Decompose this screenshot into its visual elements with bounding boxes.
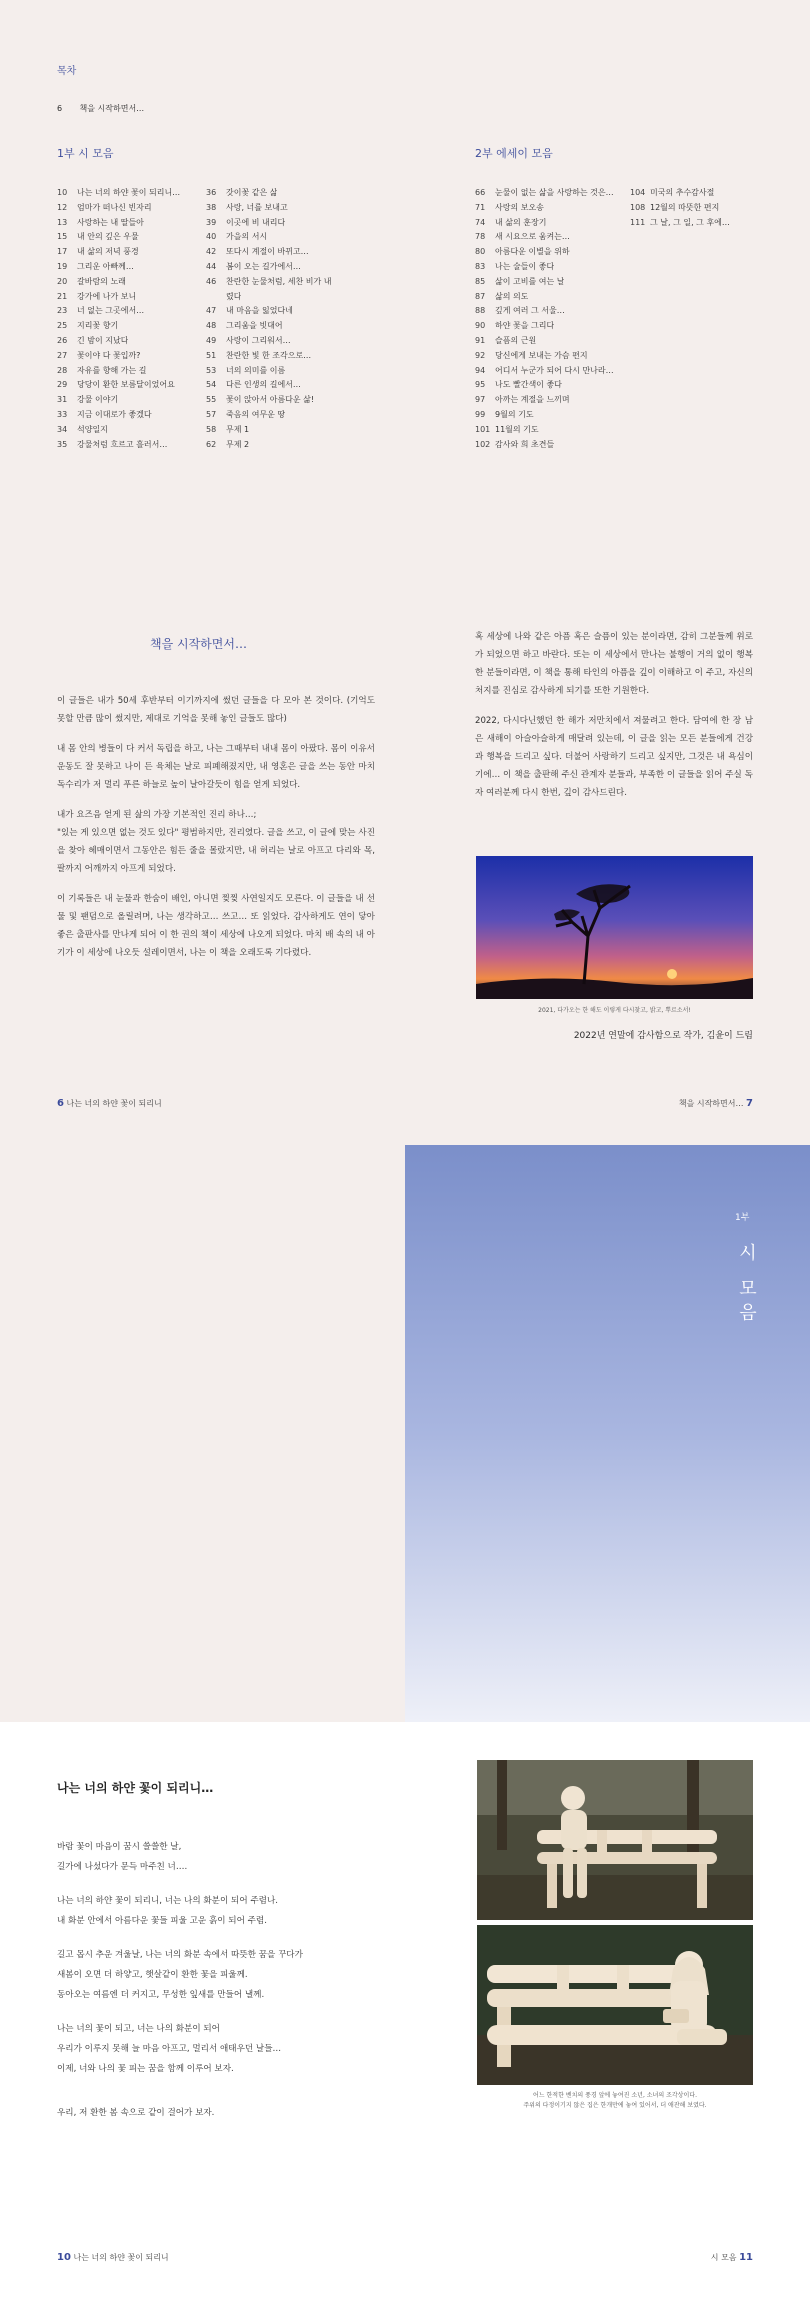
- intro-title: 책을 시작하면서…: [150, 637, 247, 651]
- toc-entry-title: 눈물이 없는 삶을 사랑하는 것은…: [495, 188, 614, 197]
- intro-paragraph: 이 글들은 내가 50세 후반부터 이기까지에 썼던 글들을 다 모아 본 것이다. (기억도 못할 만큼 많이 썼지만, 제대로 기억을 못해 놓인 글들도 많다): [57, 696, 375, 724]
- toc-entry-title: 무제 1: [226, 424, 250, 434]
- toc-entry: [57, 364, 197, 379]
- toc-entry-page: 44: [206, 261, 217, 271]
- toc-entry-title: 강물 이야기: [77, 395, 119, 405]
- poem-body: [57, 1837, 427, 2137]
- toc-entry-page: 74: [475, 217, 486, 227]
- toc-entry-page: 95: [475, 380, 486, 390]
- toc-entry-title: 봄이 오는 길가에서…: [226, 261, 301, 271]
- toc-entry-page: 87: [475, 291, 486, 301]
- toc-entry-page: 99: [475, 409, 486, 419]
- toc-entry-page: 88: [475, 306, 486, 316]
- part-divider-spread: [0, 1145, 810, 1722]
- toc-entry: [57, 378, 197, 393]
- toc-entry: [57, 201, 197, 216]
- toc-entry: [475, 275, 625, 290]
- toc-entry-title: 하얀 꽃을 그리다: [495, 321, 555, 331]
- part-title-vertical: 시 모음: [736, 1243, 757, 1327]
- toc-entry: [57, 334, 197, 349]
- toc-entry: [206, 408, 346, 423]
- intro-spread: [0, 575, 810, 1145]
- toc-entry-page: 25: [57, 321, 68, 331]
- toc-entry-page: 90: [475, 321, 486, 331]
- toc-entry: [206, 275, 346, 290]
- toc-entry: [57, 423, 197, 438]
- toc-entry: [206, 186, 346, 201]
- intro-paragraph: 이 기록들은 내 눈물과 한숨이 배인, 아니면 찢찢 사연일지도 모른다. 이 글들을 내 선물 및 팬덤으로 올릴려며, 나는 생각하고… 쓰고… 또 읽었다. 감사하게도 연이 닿아 좋은 출판사를 만나게 되어 이 한 권의 책이 세상에 나오게 되었다. 마치 배 속의 내 아기가 이 세상에 나오듯 설레이면서, 나는 이 책을 오래도록 기다렸다.: [57, 894, 375, 958]
- toc-entry: [57, 290, 197, 305]
- intro-paragraph: 2022, 다시다닌했던 한 해가 저만치에서 져물려고 한다. 담여에 한 장 남은 새해이 아슬아슬하게 매달려 있는데, 이 글을 읽는 모든 분들에게 건강과 행복을 드리고 싶다. 더불어 사랑하기 드리고 싶지만, 그것은 내 욕심이기에… 이 책을 출판해 주신 관계자 분들과, 부족한 이 글들을 읽어 주실 독자 여러분께 다시 한번, 깊이 감사드린다.: [475, 716, 753, 798]
- author-signature: 2022년 연말에 감사함으로 작가, 김윤이 드림: [573, 1031, 753, 1041]
- toc-entry: [475, 408, 625, 423]
- toc-entry-page: 108: [630, 202, 646, 212]
- toc-entry: [630, 186, 780, 201]
- poem-line: 새봄이 오면 더 하얗고, 햇살같이 환한 꽃을 피울께.: [57, 1970, 248, 1980]
- toc-entry-title: 그 날, 그 일, 그 후에…: [650, 217, 730, 227]
- toc-entry-page: 29: [57, 380, 68, 390]
- part-label: 1부: [735, 1213, 750, 1223]
- toc-entry-title: 내 안의 깊은 우물: [77, 232, 139, 242]
- toc-entry-title: 석양일지: [77, 424, 108, 434]
- page-number: 11: [739, 2252, 753, 2263]
- running-title: 책을 시작하면서…: [678, 1099, 744, 1108]
- intro-right-column: [475, 628, 753, 814]
- toc-entry: [57, 186, 197, 201]
- toc-entry-page: 33: [57, 409, 68, 419]
- toc-entry-title: 지금 이대로가 좋겠다: [77, 409, 152, 419]
- toc-entry-title: 삶의 의도: [495, 291, 529, 301]
- poem-line: 이제, 너와 나의 꽃 피는 꿈을 함께 이루어 보자.: [57, 2064, 234, 2074]
- toc-entry-page: 62: [206, 439, 217, 449]
- toc-entry-page: 42: [206, 247, 217, 257]
- toc-entry-title: 아까는 계절을 느끼며: [495, 395, 570, 405]
- toc-entry: [475, 334, 625, 349]
- intro-left-column: [57, 692, 375, 974]
- toc-entry-page: 111: [630, 217, 646, 227]
- footer-right: [679, 1098, 753, 1109]
- toc-entry-title: 다른 인생의 길에서…: [226, 380, 301, 390]
- toc-entry-title: 12월의 따뜻한 편지: [650, 202, 720, 212]
- toc-entry-title: 나도 빨간색이 좋다: [495, 380, 562, 390]
- toc-entry: [57, 304, 197, 319]
- toc-entry-page: 54: [206, 380, 217, 390]
- toc-entry-title: 나는 너의 하얀 꽃이 되리니…: [77, 188, 181, 197]
- toc-intro-page: 6: [57, 104, 63, 113]
- toc-entry: [475, 304, 625, 319]
- toc-entry: [57, 260, 197, 275]
- toc-entry-page: 80: [475, 247, 486, 257]
- toc-entry-title: 이곳에 비 내리다: [226, 217, 286, 227]
- poem-line: 우리가 이루지 못해 늘 마음 아프고, 멀리서 애태우던 날들…: [57, 2044, 282, 2054]
- part2-title: 2부 에세이 모음: [475, 147, 553, 160]
- toc-entry: [475, 186, 625, 201]
- toc-entry-title: 사랑, 너를 보내고: [226, 202, 288, 212]
- statue-caption-line2: 주위의 다정이기지 않은 집은 한개만에 놓여 있어서, 더 애잔해 보였다.: [523, 2102, 707, 2109]
- toc-entry-title: 엄마가 떠나신 빈자리: [77, 202, 152, 212]
- toc-entry-page: 19: [57, 261, 68, 271]
- toc-entry-page: 39: [206, 217, 217, 227]
- toc-entry-page: 48: [206, 321, 217, 331]
- toc-entry-title: 자유를 향해 가는 길: [77, 365, 147, 375]
- toc-entry: [57, 319, 197, 334]
- toc-entry: [206, 423, 346, 438]
- toc-entry-title: 내 삶의 훈장기: [495, 217, 547, 227]
- toc-entry-title: 슬픔의 근원: [495, 335, 537, 345]
- part1-title: 1부 시 모음: [57, 147, 114, 160]
- toc-entry: [57, 349, 197, 364]
- toc-entry-page: 57: [206, 409, 217, 419]
- toc-entry-title: 9월의 기도: [495, 409, 534, 419]
- toc-entry-page: 83: [475, 261, 486, 271]
- toc-entry-title: 강물처럼 흐르고 흘러서…: [77, 439, 168, 449]
- toc-entry: [475, 349, 625, 364]
- toc-entry-page: 53: [206, 365, 217, 375]
- toc-entry-page: 58: [206, 424, 217, 434]
- toc-entry-title: 미국의 추수감사절: [650, 188, 715, 197]
- intro-paragraph: "있는 게 있으면 없는 것도 있다" 평범하지만, 진리였다. 글을 쓰고, 이 글에 맞는 사진을 찾아 헤매이면서 그동안은 힘든 줄을 몰랐지만, 내 허리는 날로 아프고 다리와 목, 팔까지 어깨까지 아프게 되었다.: [57, 828, 375, 874]
- toc-entry-title: 감사와 희 초견들: [495, 439, 555, 449]
- footer-left: [57, 2252, 169, 2263]
- toc-entry-page: 23: [57, 306, 68, 316]
- toc-entry: [475, 201, 625, 216]
- poem-line: 바람 꽃이 마음이 꿈시 쓸쓸한 날,: [57, 1842, 182, 1852]
- toc-entry: [57, 275, 197, 290]
- toc-entry-page: 26: [57, 335, 68, 345]
- toc-entry: [206, 201, 346, 216]
- toc-entry: [206, 378, 346, 393]
- toc-entry-title: 갈바람의 노래: [77, 276, 126, 286]
- statue-caption-line1: 어느 한적한 벤치의 풍경 앞에 놓여진 소년, 소녀의 조각상이다.: [533, 2092, 697, 2099]
- poem-stanza: [57, 1891, 427, 1931]
- toc-entry-title: 너의 의미를 이름: [226, 365, 286, 375]
- toc-entry: [206, 319, 346, 334]
- toc-entry-title: 깊게 여러 그 서울…: [495, 306, 565, 316]
- toc-entry: [206, 260, 346, 275]
- toc-entry-page: 12: [57, 202, 68, 212]
- toc-entry: [630, 216, 780, 231]
- page-number: 10: [57, 2252, 71, 2263]
- toc-entry-page: 104: [630, 188, 646, 197]
- toc-entry-page: 92: [475, 350, 486, 360]
- toc-entry-page: 13: [57, 217, 68, 227]
- toc-entry-title: 렸다: [226, 291, 242, 301]
- poem-stanza: [57, 1837, 427, 1877]
- poem-line: 나는 너의 꽃이 되고, 너는 나의 화분이 되어: [57, 2024, 220, 2034]
- page-number: 7: [746, 1098, 753, 1109]
- toc-entry: [475, 393, 625, 408]
- poem-line: 나는 너의 하얀 꽃이 되리니, 너는 나의 화분이 되어 주렴나.: [57, 1896, 278, 1906]
- toc-entry-title: 또다시 계절이 바뀌고…: [226, 247, 309, 257]
- toc-entry-title: 사랑의 보오송: [495, 202, 544, 212]
- poem-stanza: [57, 2103, 427, 2123]
- toc-entry: [206, 304, 346, 319]
- toc-entry: [475, 438, 625, 453]
- toc-entry-title: 지리꽃 향기: [77, 321, 119, 331]
- toc-entry-page: 46: [206, 276, 217, 286]
- toc-entry-title: 사랑하는 내 딸들아: [77, 217, 144, 227]
- toc-entry-page: 27: [57, 350, 68, 360]
- toc-entry-page: 97: [475, 395, 486, 405]
- toc-entry-page: 36: [206, 188, 217, 197]
- toc-entry-page: 15: [57, 232, 68, 242]
- toc-entry-page: 31: [57, 395, 68, 405]
- toc-entry-page: 51: [206, 350, 217, 360]
- toc-entry-title: 강가에 나가 보니: [77, 291, 137, 301]
- toc-entry-page: 85: [475, 276, 486, 286]
- toc-entry-page: 20: [57, 276, 68, 286]
- intro-paragraph: 혹 세상에 나와 같은 아픔 혹은 슬픔이 있는 분이라면, 감히 그분들께 위로가 되었으면 하고 바란다. 또는 이 세상에서 만나는 불행이 거의 없이 행복한 분들이라면, 이 책을 통해 타인의 아픔을 깊이 이해하고 이 주고, 자신의 처지를 진심로 감사하게 되기를 또한 기원한다.: [475, 632, 753, 696]
- toc-entry-title: 무제 2: [226, 439, 250, 449]
- toc-entry: [475, 319, 625, 334]
- toc-part2-col2: [630, 186, 780, 230]
- toc-entry: [475, 216, 625, 231]
- toc-entry: [57, 438, 197, 453]
- toc-entry-title: 당신에게 보내는 가슴 편지: [495, 350, 588, 360]
- toc-entry-page: 35: [57, 439, 68, 449]
- toc-entry-page: 94: [475, 365, 486, 375]
- toc-spread: [0, 0, 810, 575]
- poem-line: 내 화분 안에서 아름다운 꽃들 피울 고운 흙이 되어 주렴.: [57, 1916, 267, 1926]
- toc-entry: [475, 260, 625, 275]
- boy-statue-photo: [477, 1760, 753, 1920]
- poem-spread: [0, 1722, 810, 2297]
- toc-entry-page: 78: [475, 232, 486, 242]
- running-title: 시 모음: [710, 2253, 737, 2262]
- toc-entry: [206, 245, 346, 260]
- toc-part2-col1: [475, 186, 625, 452]
- toc-entry-title: 꽃이 앉아서 아름다운 삶!: [226, 395, 315, 405]
- toc-entry-title: 내 삶의 저녁 풍경: [77, 247, 139, 257]
- toc-intro-title: 책을 시작하면서…: [79, 104, 145, 113]
- toc-entry: [206, 393, 346, 408]
- intro-paragraph: 내 몸 안의 병들이 다 커서 독립을 하고, 나는 그때부터 내내 몸이 아팠다. 몸이 이유서 운동도 잘 못하고 나이 든 육체는 날로 피폐해졌지만, 내 영혼은 글을 쓰는 동안 마치 독수리가 저 멀리 푸른 하늘로 높이 날아갈듯이 힘을 얻게 되었다.: [57, 744, 375, 790]
- toc-entry-page: 40: [206, 232, 217, 242]
- toc-entry: [475, 364, 625, 379]
- page-number: 6: [57, 1098, 64, 1109]
- toc-entry-page: [206, 290, 226, 305]
- toc-label: 목차: [57, 66, 77, 77]
- toc-entry-title: 갓이꽃 같은 삶: [226, 188, 278, 197]
- toc-part1-col1: [57, 186, 197, 452]
- toc-entry: [57, 393, 197, 408]
- toc-entry: [57, 230, 197, 245]
- toc-entry: [206, 334, 346, 349]
- toc-entry: [57, 245, 197, 260]
- toc-entry: [630, 201, 780, 216]
- toc-entry-title: 사랑이 그리워서…: [226, 335, 291, 345]
- footer-left: [57, 1098, 162, 1109]
- poem-stanza: [57, 2019, 427, 2079]
- toc-entry-title: 나는 술들이 좋다: [495, 261, 555, 271]
- poem-line: 길고 몹시 추운 겨울날, 나는 너의 화분 속에서 따뜻한 꿈을 꾸다가: [57, 1950, 303, 1960]
- toc-entry-title: 너 없는 그곳에서…: [77, 306, 145, 316]
- toc-part1-col2: [206, 186, 346, 452]
- toc-entry-page: 49: [206, 335, 217, 345]
- toc-entry-title: 죽음의 여무운 땅: [226, 409, 286, 419]
- toc-entry-title: 당당이 환한 보름달이었어요: [77, 380, 175, 390]
- poem-line: 우리, 저 환한 봄 속으로 같이 걸어가 보자.: [57, 2108, 215, 2118]
- toc-entry: [475, 290, 625, 305]
- poem-title: 나는 너의 하얀 꽃이 되리니…: [57, 1781, 214, 1795]
- sunset-photo-caption: 2021, 다가오는 한 해도 이렇게 다시찾고, 밝고, 뿌르소서!: [538, 1007, 691, 1014]
- toc-entry-page: 34: [57, 424, 68, 434]
- toc-entry: [475, 423, 625, 438]
- toc-entry-page: 101: [475, 424, 491, 434]
- toc-entry-page: 38: [206, 202, 217, 212]
- toc-entry-page: 91: [475, 335, 486, 345]
- toc-entry-page: 71: [475, 202, 486, 212]
- toc-entry-page: 21: [57, 291, 68, 301]
- toc-entry-page: 17: [57, 247, 68, 257]
- toc-entry: [475, 378, 625, 393]
- toc-entry-title: 가을의 서시: [226, 232, 268, 242]
- divider-gradient-panel: [405, 1145, 810, 1722]
- toc-entry: [57, 216, 197, 231]
- poem-stanza: [57, 1945, 427, 2005]
- toc-entry: [206, 349, 346, 364]
- toc-entry-title: 찬란한 눈물처럼, 세찬 비가 내: [226, 276, 332, 286]
- running-title: 나는 너의 하얀 꽃이 되리니: [73, 2253, 169, 2262]
- toc-entry-title: 내 마음을 잃었다네: [226, 306, 293, 316]
- sunset-tree-photo: [476, 856, 753, 999]
- toc-entry-title: 찬란한 빛 한 조각으로…: [226, 350, 312, 360]
- toc-entry-title: 11월의 기도: [495, 424, 539, 434]
- toc-entry-page: 47: [206, 306, 217, 316]
- toc-entry-title: 새 시요으로 움켜는…: [495, 232, 570, 242]
- toc-entry-page: 102: [475, 439, 491, 449]
- toc-entry-title: 긴 밤이 지났다: [77, 335, 129, 345]
- toc-entry-title: 그리운 아빠께…: [77, 261, 134, 271]
- toc-entry-title: 꽃이야 다 꽃입까?: [77, 350, 141, 360]
- toc-entry-title: 아름다운 이별을 위하: [495, 247, 570, 257]
- girl-statue-photo: [477, 1925, 753, 2085]
- toc-entry-page: 66: [475, 188, 486, 197]
- poem-line: 길가에 나섰다가 문득 마주친 너….: [57, 1862, 188, 1872]
- toc-entry-title: 어디서 누군가 되어 다시 만나라…: [495, 365, 614, 375]
- toc-entry: [475, 245, 625, 260]
- toc-entry-page: 55: [206, 395, 217, 405]
- toc-entry: [475, 230, 625, 245]
- toc-entry: [206, 438, 346, 453]
- running-title: 나는 너의 하얀 꽃이 되리니: [66, 1099, 162, 1108]
- toc-entry-title: 그리움을 빗대어: [226, 321, 283, 331]
- toc-intro-entry: [57, 103, 144, 114]
- toc-entry: [57, 408, 197, 423]
- toc-entry: [206, 230, 346, 245]
- footer-right: [711, 2252, 753, 2263]
- toc-entry: [206, 216, 346, 231]
- toc-entry-title: 삶이 고비를 여는 날: [495, 276, 565, 286]
- toc-entry-page: 10: [57, 188, 68, 197]
- toc-entry-page: 28: [57, 365, 68, 375]
- toc-entry: [206, 364, 346, 379]
- poem-line: 동아오는 여름엔 더 커지고, 무성한 잎새를 만들어 낼께.: [57, 1990, 265, 2000]
- intro-paragraph: 내가 요즈음 얻게 된 삶의 가장 기본적인 진리 하나…;: [57, 810, 257, 820]
- toc-entry: [206, 290, 346, 305]
